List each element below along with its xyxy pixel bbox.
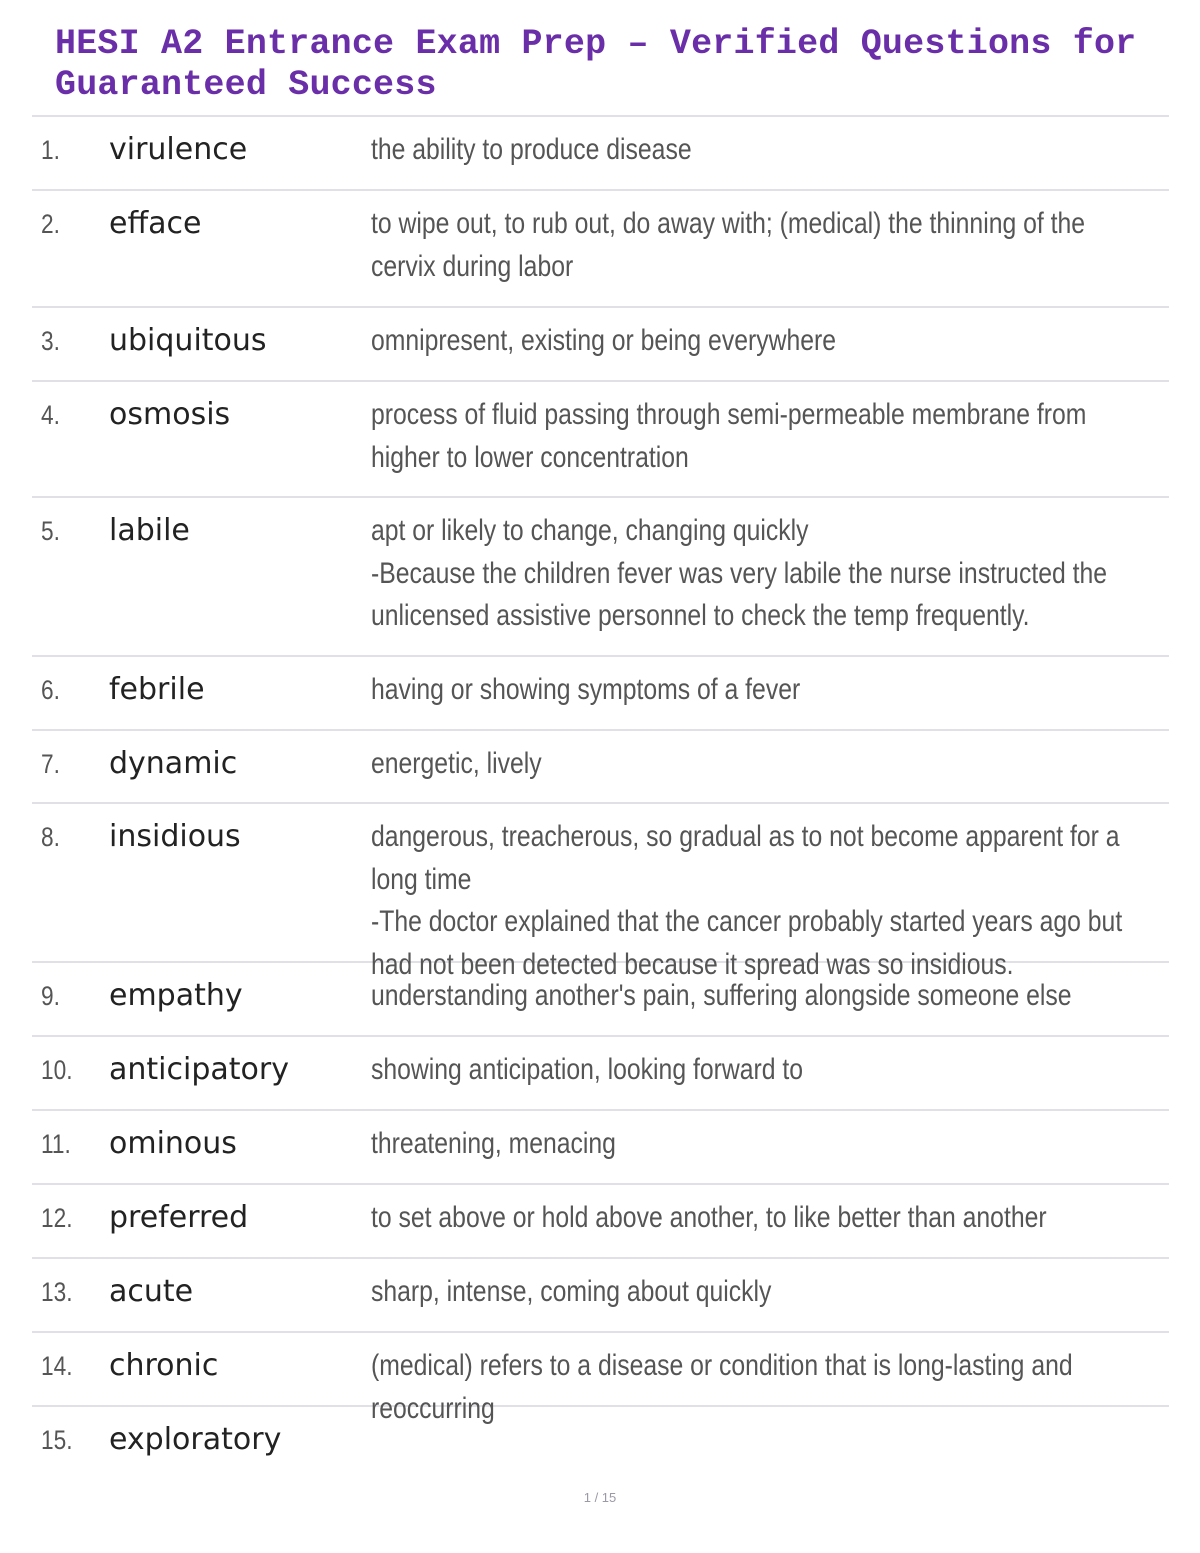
item-term: ubiquitous [109,323,267,358]
item-number: 14. [41,1351,73,1381]
item-number: 1. [41,135,60,165]
item-definition: energetic, lively [371,747,542,780]
item-number: 6. [41,675,60,705]
list-item [32,657,1169,731]
page-title: HESI A2 Entrance Exam Prep – Verified Questions for Guaranteed Success [55,24,1137,105]
item-definition: dangerous, treacherous, so gradual as to not become apparent for a long time -The doctor explained that the cancer probably started years ago but had not been detected because it spread was so insidious. [371,820,1123,981]
item-definition: (medical) refers to a disease or condition that is long-lasting and reoccurring [371,1349,1073,1425]
list-item [32,191,1169,308]
item-definition: having or showing symptoms of a fever [371,673,801,706]
item-number: 11. [41,1129,71,1159]
item-definition: threatening, menacing [371,1127,616,1160]
list-item [32,963,1169,1037]
item-number: 4. [41,400,60,430]
item-definition: showing anticipation, looking forward to [371,1053,804,1086]
item-definition: omnipresent, existing or being everywhere [371,324,837,357]
list-item [32,1037,1169,1111]
item-term: labile [109,513,190,548]
vocabulary-list [32,115,1169,1479]
item-number: 5. [41,516,60,546]
item-definition: process of fluid passing through semi-permeable membrane from higher to lower concentration [371,398,1087,474]
item-definition: sharp, intense, coming about quickly [371,1275,772,1308]
list-item [32,1407,1169,1479]
list-item [32,308,1169,382]
item-number: 3. [41,326,60,356]
list-item [32,1333,1169,1425]
item-number: 13. [41,1277,73,1307]
page-counter: 1 / 15 [583,1490,617,1505]
list-item [32,498,1169,657]
list-item [32,117,1169,191]
item-term: osmosis [109,397,231,432]
item-term: preferred [109,1200,249,1235]
list-item [32,1259,1169,1333]
item-number: 2. [41,209,60,239]
item-term: febrile [109,672,205,707]
item-number: 12. [41,1203,73,1233]
item-term: empathy [109,978,243,1013]
list-item [32,804,1169,981]
item-term: virulence [109,132,248,167]
item-term: efface [109,206,202,241]
list-item [32,1185,1169,1259]
item-term: dynamic [109,746,238,781]
item-term: insidious [109,819,241,854]
item-definition: to set above or hold above another, to like better than another [371,1201,1047,1234]
item-number: 9. [41,981,60,1011]
item-number: 10. [41,1055,73,1085]
item-definition: the ability to produce disease [371,133,692,166]
item-term: anticipatory [109,1052,289,1087]
item-term: exploratory [109,1422,282,1457]
list-item [32,731,1169,804]
item-term: ominous [109,1126,237,1161]
item-number: 15. [41,1425,73,1455]
item-term: chronic [109,1348,219,1383]
item-definition: understanding another's pain, suffering alongside someone else [371,979,1072,1012]
item-term: acute [109,1274,194,1309]
item-definition: apt or likely to change, changing quickly -Because the children fever was very labile the nurse instructed the unlicensed assistive personnel to check the temp frequently. [371,514,1108,632]
item-number: 8. [41,822,60,852]
item-number: 7. [41,749,60,779]
list-item [32,1111,1169,1185]
item-definition: to wipe out, to rub out, do away with; (medical) the thinning of the cervix during labor [371,207,1086,283]
list-item [32,382,1169,498]
